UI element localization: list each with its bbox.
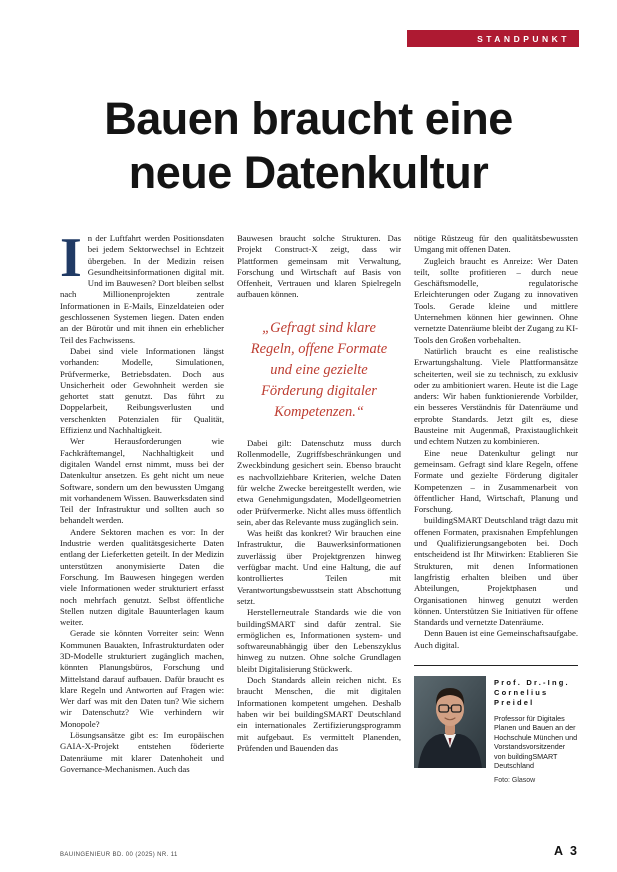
intro-text: n der Luftfahrt werden Positionsdaten bei jedem Sektorwechsel in Echtzeit übergeben. In der Medizin reisen Gesundheitsinformationen digital mit. Und im Bauwesen? Dort bleiben selbst nach Millionenprojekten zentrale Informationen in E-Mails, Einzeldateien oder geschlossenen Systemen liegen. Daten enden an der Bürotür und mit ihnen ein erheblicher Teil des Fachwissens. [60, 233, 224, 345]
pull-quote: „Gefragt sind klare Regeln, offene Formate und eine gezielte Förderung digitaler Kompetenzen.“ [250, 319, 388, 420]
journal-footline: BAUINGENIEUR BD. 00 (2025) NR. 11 [60, 852, 178, 858]
section-kicker-banner [407, 30, 579, 47]
author-name-line: Cornelius [494, 687, 549, 697]
title-line-2: neue Datenkultur [128, 147, 489, 198]
author-name-line: Prof. Dr.-Ing. [494, 677, 570, 687]
paragraph: Zugleich braucht es Anreize: Wer Daten teilt, sollte profitieren – durch neue Geschäftsmodelle, regulatorische Erleichterungen oder Zugang zu innovativen Tools. Gerade kleine und mittlere Unternehmen können hier gewinnen. Ohne vernetzte Datenräume bleibt der Zugang zu KI-Tools den Großen vorbehalten. [414, 255, 578, 345]
column-2-intro: Bauwesen braucht solche Strukturen. Das Projekt Construct-X zeigt, dass wir Plattformen gemeinsam mit Verwaltung, Forschung und Wirtschaft auf Basis von Offenheit, Vertrauen und klaren Spielregeln aufbauen können. [237, 233, 401, 300]
paragraph: Dabei gilt: Datenschutz muss durch Rollenmodelle, Zugriffsbeschränkungen und Zweckbindung gesichert sein. Ebenso braucht es nachvollziehbare Kriterien, welche Daten für welche Zwecke bereitgestellt werden, wie etwa Genehmigungsdaten, Modellgeometrien oder Prüfvermerke. Nicht alles muss öffentlich sein, aber das Relevante muss zugänglich sein. [237, 437, 401, 527]
paragraph: Eine neue Datenkultur gelingt nur gemeinsam. Gefragt sind klare Regeln, offene Formate und gezielte Förderung digitaler Kompetenzen – in Zusammenarbeit von öffentlicher Hand, Wirtschaft, Planung und Forschung. [414, 447, 578, 515]
paragraph: Was heißt das konkret? Wir brauchen eine Infrastruktur, die Bauwerksinformationen zuverlässig über Projektgrenzen hinweg verfügbar macht. Und eine Haltung, die auf kontrolliertes Teilen mit Verantwortungsbewusstsein statt Abschottung setzt. [237, 528, 401, 606]
paragraph: Andere Sektoren machen es vor: In der Industrie werden qualitätsgesicherte Daten entlang der Lieferketten geteilt. In der Medizin unterstützen anonymisierte Daten die Forschung. Im Bauwesen hingegen werden viele Informationen weder strukturiert erfasst noch mehrfach genutzt. Selbst öffentliche Stellen nutzen digitale Bauunterlagen kaum weiter. [60, 526, 224, 628]
intro-paragraph [60, 227, 224, 346]
author-name-line: Preidel [494, 697, 535, 707]
column-3 [414, 233, 578, 785]
paragraph: Denn Bauen ist eine Gemeinschaftsaufgabe. Auch digital. [414, 628, 578, 650]
kicker-label: STANDPUNKT [477, 33, 570, 44]
column-1-paragraphs [60, 346, 224, 775]
paragraph: Doch Standards allein reichen nicht. Es braucht Menschen, die mit digitalen Informationen kompetent umgehen. Deshalb haben wir bei buildingSMART Deutschland ein internationales Zertifizierungsprogramm mit aufgebaut. Es vermittelt Planenden, Prüfenden und Bauenden das [237, 675, 401, 753]
column-3-paragraphs [414, 256, 578, 651]
column-2 [237, 233, 401, 785]
drop-cap: I [60, 227, 82, 289]
paragraph: Natürlich braucht es eine realistische Erwartungshaltung. Viele Plattformansätze scheiterten, weil sie zu technisch, zu exklusiv oder zu ambitioniert waren. Heute ist die Lage anders: Wir haben funktionierende Vorbilder, ein besseres Verständnis für Datenräume und erprobte Standards. Jetzt gilt es, diese Bausteine mit Augenmaß, Praxistauglichkeit und echtem Nutzen zu kombinieren. [414, 345, 578, 447]
author-name [494, 678, 578, 708]
author-box [414, 665, 578, 785]
article-title [0, 92, 617, 200]
column-2-paragraphs [237, 438, 401, 754]
author-bio: Professor für Digitales Planen und Bauen an der Hochschule München und Vorstandsvorsitzender von buildingSMART Deutschland [494, 713, 578, 771]
article-body [60, 227, 578, 785]
page-footer [60, 844, 579, 858]
photo-credit: Foto: Glasow [494, 777, 536, 785]
page-number: A 3 [554, 844, 579, 858]
column-1 [60, 227, 224, 785]
paragraph: Wer Herausforderungen wie Fachkräftemangel, Nachhaltigkeit und digitalen Wandel ernst nimmt, muss bei der Datenkultur ansetzen. Es geht nicht um neue Software, sondern um den bewussten Umgang mit vorhandenem Wissen. Bauwerksdaten sind Teil der Infrastruktur und sollten auch so behandelt werden. [60, 436, 224, 526]
author-info [494, 676, 578, 785]
portrait-illustration [414, 676, 486, 768]
column-3-intro: nötige Rüstzeug für den qualitätsbewussten Umgang mit offenen Daten. [414, 233, 578, 255]
paragraph: Herstellerneutrale Standards wie die von buildingSMART sind dafür zentral. Sie ermöglichen es, Informationen system- und softwareunabhängig über den Lebenszyklus hinweg zu nutzen. Ohne solche Grundlagen bleibt Digitalisierung Stückwerk. [237, 607, 401, 674]
paragraph: buildingSMART Deutschland trägt dazu mit offenen Formaten, praxisnahen Empfehlungen und Qualifizierungsangeboten bei. Doch entscheidend ist Ihr Mitwirken: Etablieren Sie Strukturen, mit denen Informationen langfristig erhalten bleiben und über Abteilungen, Projektphasen und Organisationen hinweg genutzt werden können. Unterstützen Sie Initiativen für offene Standards und vernetzte Datenräume. [414, 515, 578, 628]
paragraph: Dabei sind viele Informationen längst vorhanden: Modelle, Simulationen, Prüfvermerke, Betriebsdaten. Doch aus Unsicherheit oder Gewohnheit werden sie gehortet statt genutzt. Das führt zu Doppelarbeit, Reibungsverlusten und verschenkten Potenzialen für Qualität, Effizienz und Nachhaltigkeit. [60, 345, 224, 436]
paragraph: Lösungsansätze gibt es: Im europäischen GAIA-X-Projekt entstehen föderierte Datenräume mit klarer Datenhoheit und Governance-Mechanismen. Auch das [60, 730, 224, 774]
author-portrait-photo [414, 676, 486, 768]
paragraph: Gerade sie könnten Vorreiter sein: Wenn Kommunen Bauakten, Infrastrukturdaten oder 3D-Modelle strukturiert zugänglich machen, könnten Planungsbüros, Forschung und Mittelstand darauf aufbauen. Dafür braucht es klare Regeln und Antworten auf Fragen wie: Wer darf was mit den Daten tun? Wie sichern wir Datenschutz? Wie verhindern wir Monopole? [60, 628, 224, 729]
title-line-1: Bauen braucht eine [104, 93, 513, 144]
